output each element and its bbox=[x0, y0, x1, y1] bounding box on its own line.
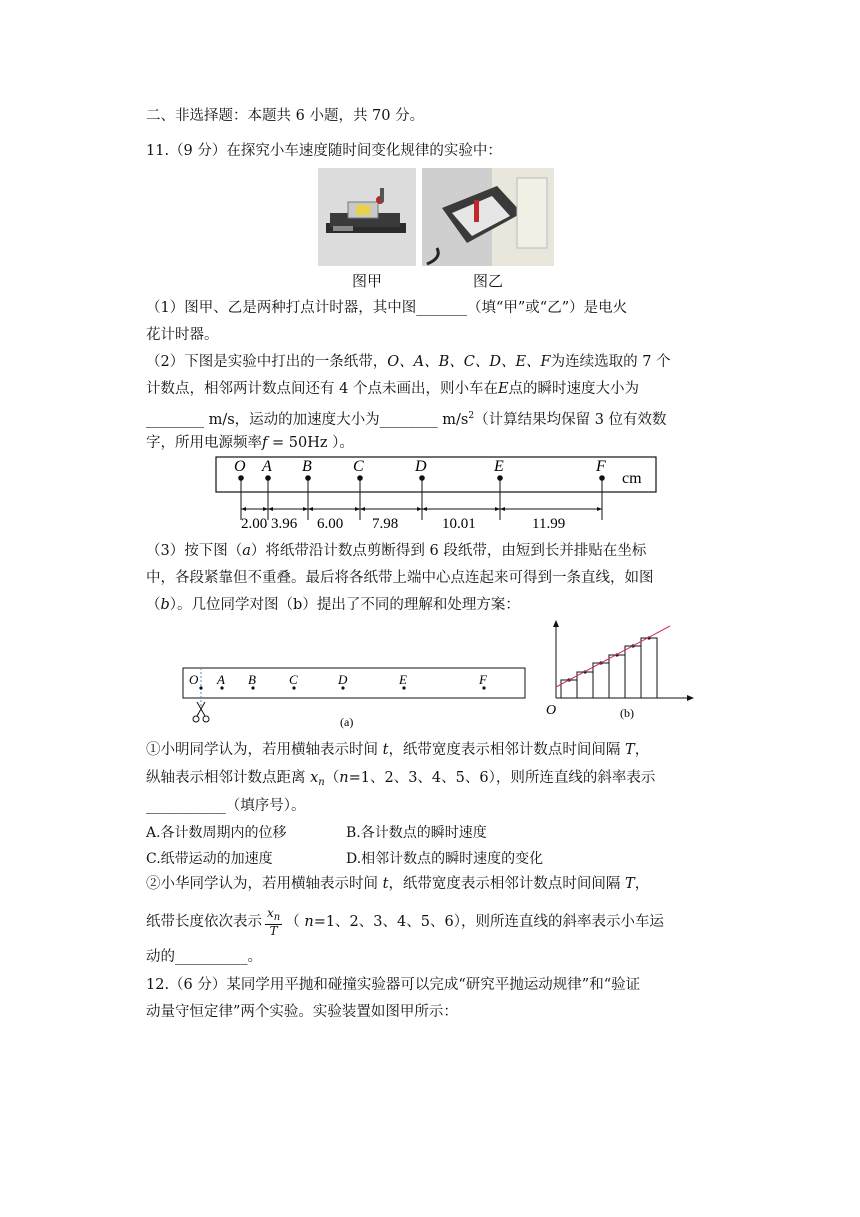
text: ）将纸带沿计数点剪断得到 6 段纸带，由短到长并排贴在坐标 bbox=[250, 543, 647, 559]
fraction-numerator bbox=[265, 907, 282, 925]
figure-b bbox=[540, 618, 700, 722]
tape-label-e: E bbox=[494, 458, 504, 475]
segment-ab: 3.96 bbox=[271, 516, 298, 532]
var-x-sub: n bbox=[318, 777, 325, 788]
text: ， bbox=[634, 742, 650, 758]
q11-p1-line2: 花计时器。 bbox=[146, 327, 219, 343]
segment-ef: 11.99 bbox=[532, 516, 566, 532]
tape-label-f: F bbox=[596, 458, 606, 475]
caption-jia: 图甲 bbox=[352, 272, 383, 290]
timer-photo-yi bbox=[422, 168, 554, 266]
figa-label-e: E bbox=[399, 672, 407, 687]
tape-unit: cm bbox=[622, 470, 642, 487]
var-t: t bbox=[382, 742, 389, 758]
text: =1、2、3、4、5、6），则所连直线的斜率表示小车运 bbox=[313, 914, 664, 930]
fig-ref-b: b bbox=[160, 597, 170, 613]
text: ）。几位同学对图（b）提出了不同的理解和处理方案： bbox=[169, 597, 520, 613]
figa-label-a: A bbox=[217, 672, 225, 687]
segment-de: 10.01 bbox=[442, 516, 476, 532]
option-b: B.各计数点的瞬时速度 bbox=[346, 825, 487, 841]
q11-p2-line2 bbox=[146, 379, 639, 399]
q11-header: 11.（9 分）在探究小车速度随时间变化规律的实验中： bbox=[146, 143, 502, 159]
paper-tape-figure bbox=[210, 452, 660, 532]
text: （ bbox=[324, 770, 340, 786]
option-c: C.纸带运动的加速度 bbox=[146, 851, 273, 867]
figa-label-d: D bbox=[338, 672, 348, 687]
q12-line2: 动量守恒定律”两个实验。实验装置如图甲所示： bbox=[146, 1004, 458, 1020]
q11-i-line1 bbox=[146, 740, 649, 760]
num-x: x bbox=[267, 905, 274, 920]
text: 计数点，相邻两计数点间还有 4 个点未画出，则小车在 bbox=[146, 381, 498, 397]
timer-photo-jia bbox=[318, 168, 416, 266]
point-e: E bbox=[497, 381, 509, 397]
text: =1、2、3、4、5、6），则所连直线的斜率表示 bbox=[348, 770, 656, 786]
q11-p3-line2: 中，各段紧靠但不重叠。最后将各纸带上端中心点连起来可得到一条直线，如图 bbox=[146, 570, 654, 586]
q11-p1-line1: （1）图甲、乙是两种打点计时器，其中图_______（填“甲”或“乙”）是电火 bbox=[146, 300, 628, 316]
q11-i-line3: ___________（填序号）。 bbox=[146, 798, 306, 814]
text: 为连续选取的 7 个 bbox=[550, 354, 671, 370]
caption-yi: 图乙 bbox=[473, 272, 504, 290]
q12-line1: 12.（6 分）某同学用平抛和碰撞实验器可以完成“研究平抛运动规律”和“验证 bbox=[146, 977, 641, 993]
q11-p3-line3 bbox=[146, 595, 520, 615]
point-list: O、A、B、C、D、E、F bbox=[387, 354, 551, 370]
q11-p2-line1 bbox=[146, 352, 671, 372]
text: （3）按下图（ bbox=[146, 543, 243, 559]
num-sub: n bbox=[273, 911, 281, 923]
option-a: A.各计数周期内的位移 bbox=[146, 825, 287, 841]
figa-label-c: C bbox=[289, 672, 298, 687]
text: ，纸带宽度表示相邻计数点时间间隔 bbox=[388, 742, 621, 758]
segment-oa: 2.00 bbox=[241, 516, 268, 532]
text: 字，所用电源频率 bbox=[146, 435, 262, 451]
text: （ bbox=[146, 597, 161, 613]
figure-a bbox=[180, 660, 530, 730]
text: 纵轴表示相邻计数点距离 bbox=[146, 770, 306, 786]
figa-label-f: F bbox=[479, 672, 487, 687]
segment-cd: 7.98 bbox=[372, 516, 399, 532]
var-t: t bbox=[382, 876, 389, 892]
tape-label-b: B bbox=[302, 458, 312, 475]
text: = 50Hz ）。 bbox=[267, 435, 354, 451]
text: 纸带长度依次表示 bbox=[146, 914, 262, 930]
q11-p3-line1 bbox=[146, 541, 646, 561]
q11-p2-line4 bbox=[146, 433, 354, 453]
var-T: T bbox=[625, 742, 635, 758]
tape-label-o: O bbox=[234, 458, 246, 475]
text: ②小华同学认为，若用横轴表示时间 bbox=[146, 876, 378, 892]
figa-label-b: B bbox=[248, 672, 256, 687]
q11-ii-line3: 动的__________。 bbox=[146, 949, 262, 965]
var-T: T bbox=[625, 876, 635, 892]
text: （计算结果均保留 3 位有效数 bbox=[474, 412, 667, 428]
text: ①小明同学认为，若用横轴表示时间 bbox=[146, 742, 378, 758]
section-title: 二、非选择题：本题共 6 小题，共 70 分。 bbox=[146, 108, 425, 124]
figa-caption: (a) bbox=[340, 715, 354, 729]
fig-ref-a: a bbox=[242, 543, 251, 559]
q11-i-line2 bbox=[146, 768, 655, 793]
tape-label-d: D bbox=[415, 458, 427, 475]
tape-label-c: C bbox=[353, 458, 364, 475]
var-n: n bbox=[339, 770, 349, 786]
tape-label-a: A bbox=[262, 458, 272, 475]
exponent: 2 bbox=[468, 411, 475, 421]
q11-ii-line2 bbox=[146, 905, 664, 939]
fraction-xn-over-T bbox=[265, 907, 282, 938]
text: ________ m/s，运动的加速度大小为________ m/s bbox=[146, 412, 469, 428]
figb-caption: (b) bbox=[620, 706, 634, 720]
segment-bc: 6.00 bbox=[317, 516, 344, 532]
fraction-denominator: T bbox=[269, 923, 278, 938]
option-d: D.相邻计数点的瞬时速度的变化 bbox=[346, 851, 544, 867]
q11-p2-line3 bbox=[146, 406, 667, 430]
var-n: n bbox=[304, 914, 314, 930]
text: ，纸带宽度表示相邻计数点时间间隔 bbox=[388, 876, 621, 892]
figb-origin: O bbox=[546, 703, 557, 718]
freq-symbol: f bbox=[262, 435, 268, 451]
figa-label-o: O bbox=[189, 672, 199, 687]
text: （2）下图是实验中打出的一条纸带， bbox=[146, 354, 388, 370]
text: （ bbox=[285, 914, 300, 930]
text: 点的瞬时速度大小为 bbox=[508, 381, 640, 397]
q11-ii-line1 bbox=[146, 874, 649, 894]
text: ， bbox=[634, 876, 650, 892]
var-x: x bbox=[310, 770, 319, 786]
